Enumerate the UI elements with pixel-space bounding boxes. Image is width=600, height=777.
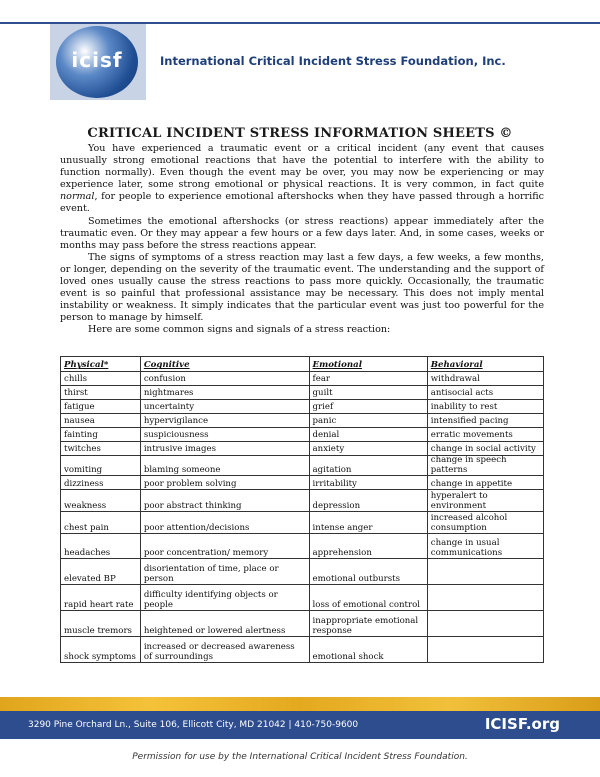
cell-behavioral: erratic movements xyxy=(427,428,543,442)
cell-behavioral: change in appetite xyxy=(427,476,543,490)
cell-emotional: depression xyxy=(309,490,427,512)
table-row xyxy=(61,428,544,442)
cell-behavioral xyxy=(427,585,543,611)
table-row xyxy=(61,442,544,456)
cell-physical: vomiting xyxy=(61,456,141,476)
organization-name: International Critical Incident Stress Foundation, Inc. xyxy=(160,54,506,68)
cell-cognitive: blaming someone xyxy=(140,456,309,476)
table-row xyxy=(61,372,544,386)
cell-behavioral: increased alcohol consumption xyxy=(427,512,543,534)
table-row xyxy=(61,637,544,663)
cell-cognitive: poor abstract thinking xyxy=(140,490,309,512)
cell-cognitive: disorientation of time, place or person xyxy=(140,559,309,585)
paragraph-2: Sometimes the emotional aftershocks (or stress reactions) appear immediately after the traumatic even. Or they may appear a few hours or a few days later. And, in some cases, weeks or months may pass before the stress reactions appear. xyxy=(60,215,544,251)
table-row xyxy=(61,512,544,534)
cell-cognitive: poor problem solving xyxy=(140,476,309,490)
cell-behavioral: intensified pacing xyxy=(427,414,543,428)
cell-cognitive: hypervigilance xyxy=(140,414,309,428)
cell-physical: shock symptoms xyxy=(61,637,141,663)
cell-cognitive: intrusive images xyxy=(140,442,309,456)
cell-emotional: grief xyxy=(309,400,427,414)
table-row xyxy=(61,585,544,611)
logo-text: icisf xyxy=(71,48,123,72)
cell-behavioral xyxy=(427,611,543,637)
cell-physical: dizziness xyxy=(61,476,141,490)
cell-cognitive: increased or decreased awareness of surroundings xyxy=(140,637,309,663)
cell-emotional: irritability xyxy=(309,476,427,490)
cell-behavioral xyxy=(427,559,543,585)
footer-website: ICISF.org xyxy=(484,715,560,733)
table-row xyxy=(61,414,544,428)
cell-emotional: emotional outbursts xyxy=(309,559,427,585)
cell-physical: fatigue xyxy=(61,400,141,414)
cell-behavioral: change in social activity xyxy=(427,442,543,456)
cell-physical: chest pain xyxy=(61,512,141,534)
table-row xyxy=(61,456,544,476)
cell-cognitive: suspiciousness xyxy=(140,428,309,442)
cell-behavioral: antisocial acts xyxy=(427,386,543,400)
cell-physical: rapid heart rate xyxy=(61,585,141,611)
table-row xyxy=(61,611,544,637)
page-title: CRITICAL INCIDENT STRESS INFORMATION SHEETS © xyxy=(87,126,513,141)
header-emotional: Emotional xyxy=(309,357,427,372)
cell-physical: muscle tremors xyxy=(61,611,141,637)
cell-cognitive: difficulty identifying objects or people xyxy=(140,585,309,611)
paragraph-3: The signs of symptoms of a stress reaction may last a few days, a few weeks, a few months, or longer, depending on the severity of the traumatic event. The understanding and the support of loved ones usually cause the stress reactions to pass more quickly. Occasionally, the traumatic event is so painful that professional assistance may be necessary. This does not imply mental instability or weakness. It simply indicates that the particular event was just too powerful for the person to manage by himself. xyxy=(60,251,544,324)
cell-emotional: inappropriate emotional response xyxy=(309,611,427,637)
cell-physical: nausea xyxy=(61,414,141,428)
table-row xyxy=(61,386,544,400)
header-behavioral: Behavioral xyxy=(427,357,543,372)
cell-emotional: emotional shock xyxy=(309,637,427,663)
cell-cognitive: poor attention/decisions xyxy=(140,512,309,534)
cell-behavioral: inability to rest xyxy=(427,400,543,414)
table-header-row xyxy=(61,357,544,372)
cell-cognitive: poor concentration/ memory xyxy=(140,534,309,559)
header-physical: Physical* xyxy=(61,357,141,372)
table-row xyxy=(61,490,544,512)
cell-physical: weakness xyxy=(61,490,141,512)
cell-emotional: fear xyxy=(309,372,427,386)
stress-signs-table xyxy=(60,356,544,663)
paragraph-1: You have experienced a traumatic event or a critical incident (any event that causes unusually strong emotional reactions that have the potential to interfere with the ability to function normally). Even though the event may be over, you may now be experiencing or may experience later, some strong emotional or physical reactions. It is very common, in fact quite normal, for people to experience emotional aftershocks when they have passed through a horrific event. xyxy=(60,143,544,215)
logo-block xyxy=(50,24,146,100)
table-row xyxy=(61,476,544,490)
footer-accent-band xyxy=(0,697,600,711)
cell-physical: twitches xyxy=(61,442,141,456)
table-row xyxy=(61,559,544,585)
cell-physical: thirst xyxy=(61,386,141,400)
header-cognitive: Cognitive xyxy=(140,357,309,372)
body-text xyxy=(60,143,544,337)
cell-behavioral xyxy=(427,637,543,663)
cell-emotional: intense anger xyxy=(309,512,427,534)
permission-note: Permission for use by the International Critical Incident Stress Foundation. xyxy=(132,752,468,762)
cell-cognitive: uncertainty xyxy=(140,400,309,414)
cell-physical: headaches xyxy=(61,534,141,559)
cell-emotional: apprehension xyxy=(309,534,427,559)
cell-behavioral: change in speech patterns xyxy=(427,456,543,476)
cell-emotional: anxiety xyxy=(309,442,427,456)
cell-behavioral: hyperalert to environment xyxy=(427,490,543,512)
footer-address: 3290 Pine Orchard Ln., Suite 106, Ellicott City, MD 21042 | 410-750-9600 xyxy=(28,720,359,730)
table-row xyxy=(61,400,544,414)
paragraph-4: Here are some common signs and signals of a stress reaction: xyxy=(88,324,391,336)
cell-behavioral: change in usual communications xyxy=(427,534,543,559)
table-row xyxy=(61,534,544,559)
cell-emotional: guilt xyxy=(309,386,427,400)
cell-physical: chills xyxy=(61,372,141,386)
cell-cognitive: nightmares xyxy=(140,386,309,400)
cell-physical: elevated BP xyxy=(61,559,141,585)
cell-cognitive: confusion xyxy=(140,372,309,386)
cell-cognitive: heightened or lowered alertness xyxy=(140,611,309,637)
cell-physical: fainting xyxy=(61,428,141,442)
cell-behavioral: withdrawal xyxy=(427,372,543,386)
cell-emotional: panic xyxy=(309,414,427,428)
cell-emotional: agitation xyxy=(309,456,427,476)
cell-emotional: loss of emotional control xyxy=(309,585,427,611)
cell-emotional: denial xyxy=(309,428,427,442)
